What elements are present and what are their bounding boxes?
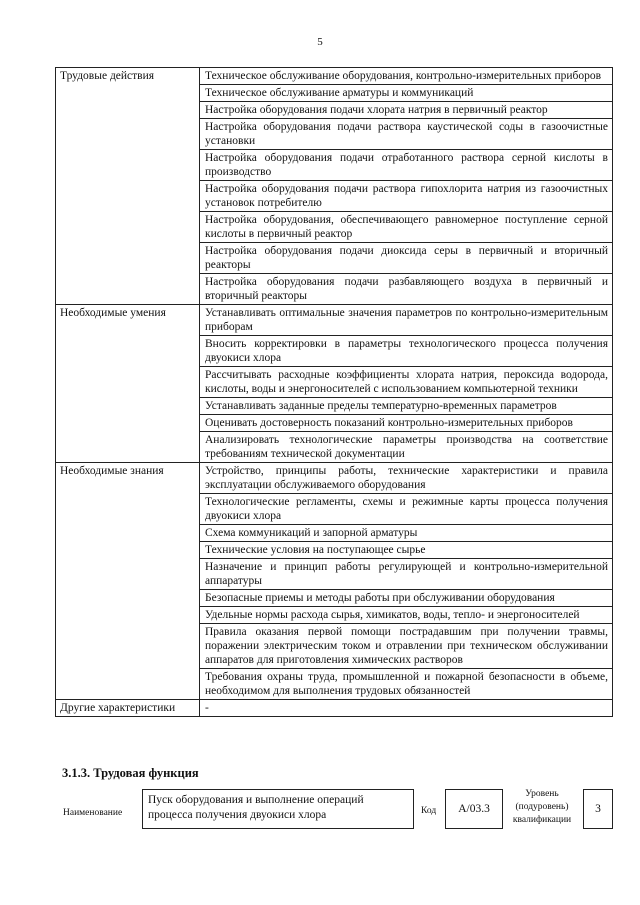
row-item: Техническое обслуживание арматуры и коммуникаций — [200, 85, 613, 102]
table-row — [56, 68, 613, 85]
row-item: Настройка оборудования подачи отработанного раствора серной кислоты в производство — [200, 150, 613, 181]
row-item: Безопасные приемы и методы работы при обслуживании оборудования — [200, 590, 613, 607]
row-item: Настройка оборудования, обеспечивающего равномерное поступление серной кислоты в первичный реактор — [200, 212, 613, 243]
row-item: Настройка оборудования подачи диоксида серы в первичный и вторичный реакторы — [200, 243, 613, 274]
row-item: Оценивать достоверность показаний контрольно-измерительных приборов — [200, 415, 613, 432]
level-label: Уровень (подуровень) квалификации — [512, 789, 572, 825]
table-row — [56, 700, 613, 717]
page-number: 5 — [317, 36, 323, 48]
row-item: Настройка оборудования подачи раствора гипохлорита натрия из газоочистных установок потребителю — [200, 181, 613, 212]
row-item: Анализировать технологические параметры производства на соответствие требованиям технической документации — [200, 432, 613, 463]
row-item: Назначение и принцип работы регулирующей и контрольно-измерительной аппаратуры — [200, 559, 613, 590]
row-item: Настройка оборудования подачи разбавляющего воздуха в первичный и вторичный реакторы — [200, 274, 613, 305]
row-item: Удельные нормы расхода сырья, химикатов, воды, тепло- и энергоносителей — [200, 607, 613, 624]
row-item: Правила оказания первой помощи пострадавшим при получении травмы, поражении электрическим током и отравлении при техническом обслуживании аппаратов для приготовления химических растворов — [200, 624, 613, 669]
table-row — [56, 463, 613, 494]
row-label: Трудовые действия — [56, 68, 200, 305]
row-item: Требования охраны труда, промышленной и пожарной безопасности в объеме, необходимом для выполнения трудовых обязанностей — [200, 669, 613, 700]
name-value: Пуск оборудования и выполнение операций процесса получения двуокиси хлора — [142, 789, 414, 829]
row-item: Технические условия на поступающее сырье — [200, 542, 613, 559]
row-item: Техническое обслуживание оборудования, контрольно-измерительных приборов — [200, 68, 613, 85]
row-item: Устройство, принципы работы, технические характеристики и правила эксплуатации обслуживаемого оборудования — [200, 463, 613, 494]
row-item: Устанавливать заданные пределы температурно-временных параметров — [200, 398, 613, 415]
row-item: Настройка оборудования подачи раствора каустической соды в газоочистные установки — [200, 119, 613, 150]
code-value: А/03.3 — [445, 789, 503, 829]
function-header-row — [55, 786, 615, 830]
row-label: Другие характеристики — [56, 700, 200, 717]
name-label: Наименование — [63, 808, 123, 818]
row-item: Устанавливать оптимальные значения параметров по контрольно-измерительным приборам — [200, 305, 613, 336]
code-label: Код — [421, 806, 437, 816]
row-label: Необходимые знания — [56, 463, 200, 700]
row-item: Технологические регламенты, схемы и режимные карты процесса получения двуокиси хлора — [200, 494, 613, 525]
row-item: Схема коммуникаций и запорной арматуры — [200, 525, 613, 542]
row-label: Необходимые умения — [56, 305, 200, 463]
section-title: 3.1.3. Трудовая функция — [62, 766, 199, 780]
row-item: Вносить корректировки в параметры технологического процесса получения двуокиси хлора — [200, 336, 613, 367]
row-item: Настройка оборудования подачи хлората натрия в первичный реактор — [200, 102, 613, 119]
row-item: Рассчитывать расходные коэффициенты хлората натрия, пероксида водорода, кислоты, воды и энергоносителей с использованием компьютерной техники — [200, 367, 613, 398]
row-item: - — [200, 700, 613, 717]
table-row — [56, 305, 613, 336]
level-value: 3 — [583, 789, 613, 829]
function-table — [55, 67, 613, 717]
